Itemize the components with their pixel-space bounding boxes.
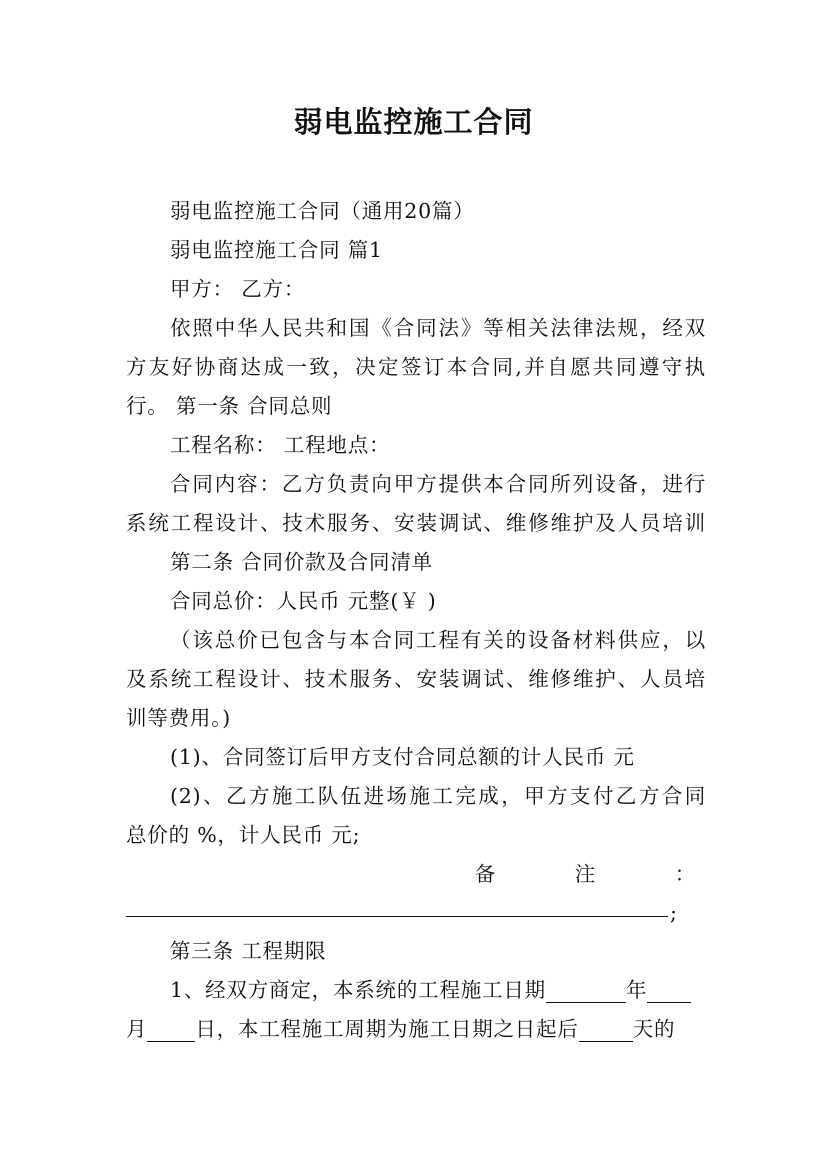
parties-line: 甲方： 乙方： bbox=[170, 277, 306, 301]
intro-line-1: 依照中华人民共和国《合同法》等相关法律法规，经双 bbox=[170, 316, 706, 340]
remark-end: ; bbox=[670, 901, 677, 925]
document-subtitle: 弱电监控施工合同（通用20篇） bbox=[170, 199, 475, 223]
intro-line-2: 方友好协商达成一致，决定签订本合同,并自愿共同遵守执 bbox=[126, 355, 706, 379]
month-blank bbox=[647, 982, 691, 1003]
days-blank bbox=[579, 1021, 633, 1042]
payment-2-line-2: 总价的 %，计人民币 元; bbox=[126, 823, 361, 847]
section-heading: 弱电监控施工合同 篇1 bbox=[170, 238, 383, 262]
intro-line-3: 行。 第一条 合同总则 bbox=[126, 394, 333, 418]
total-price-line: 合同总价：人民币 元整(￥ ) bbox=[170, 589, 437, 613]
period-line-2-text: 日，本工程施工周期为施工日期之日起后 bbox=[195, 1017, 579, 1041]
payment-2-line-1: (2)、乙方施工队伍进场施工完成，甲方支付乙方合同 bbox=[170, 784, 706, 808]
content-line-1: 合同内容：乙方负责向甲方提供本合同所列设备，进行 bbox=[170, 472, 706, 496]
payment-1-line: (1)、合同签订后甲方支付合同总额的计人民币 元 bbox=[170, 745, 635, 769]
article-3-heading: 第三条 工程期限 bbox=[170, 939, 327, 963]
days-label: 天的 bbox=[632, 1017, 676, 1041]
remark-line bbox=[126, 861, 696, 887]
remark-char-1: 备 bbox=[474, 862, 496, 886]
period-line-1 bbox=[170, 977, 706, 1003]
year-blank bbox=[546, 982, 626, 1003]
note-line-3: 训等费用。) bbox=[126, 706, 232, 730]
period-line-1-text: 1、经双方商定，本系统的工程施工日期 bbox=[170, 978, 546, 1002]
year-label: 年 bbox=[625, 978, 648, 1002]
note-line-1: （该总价已包含与本合同工程有关的设备材料供应，以 bbox=[170, 628, 706, 652]
article-2-heading: 第二条 合同价款及合同清单 bbox=[170, 550, 433, 574]
note-line-2: 及系统工程设计、技术服务、安装调试、维修维护、人员培 bbox=[126, 667, 706, 691]
document-title: 弱电监控施工合同 bbox=[293, 105, 534, 139]
period-line-2 bbox=[126, 1016, 706, 1042]
remark-underline bbox=[126, 916, 668, 917]
month-label: 月 bbox=[126, 1017, 148, 1041]
day-blank bbox=[147, 1021, 195, 1042]
remark-char-2: 注 bbox=[574, 862, 596, 886]
remark-colon: ： bbox=[674, 862, 696, 886]
content-line-2: 系统工程设计、技术服务、安装调试、维修维护及人员培训 bbox=[126, 511, 706, 535]
project-info-line: 工程名称： 工程地点： bbox=[170, 433, 391, 457]
